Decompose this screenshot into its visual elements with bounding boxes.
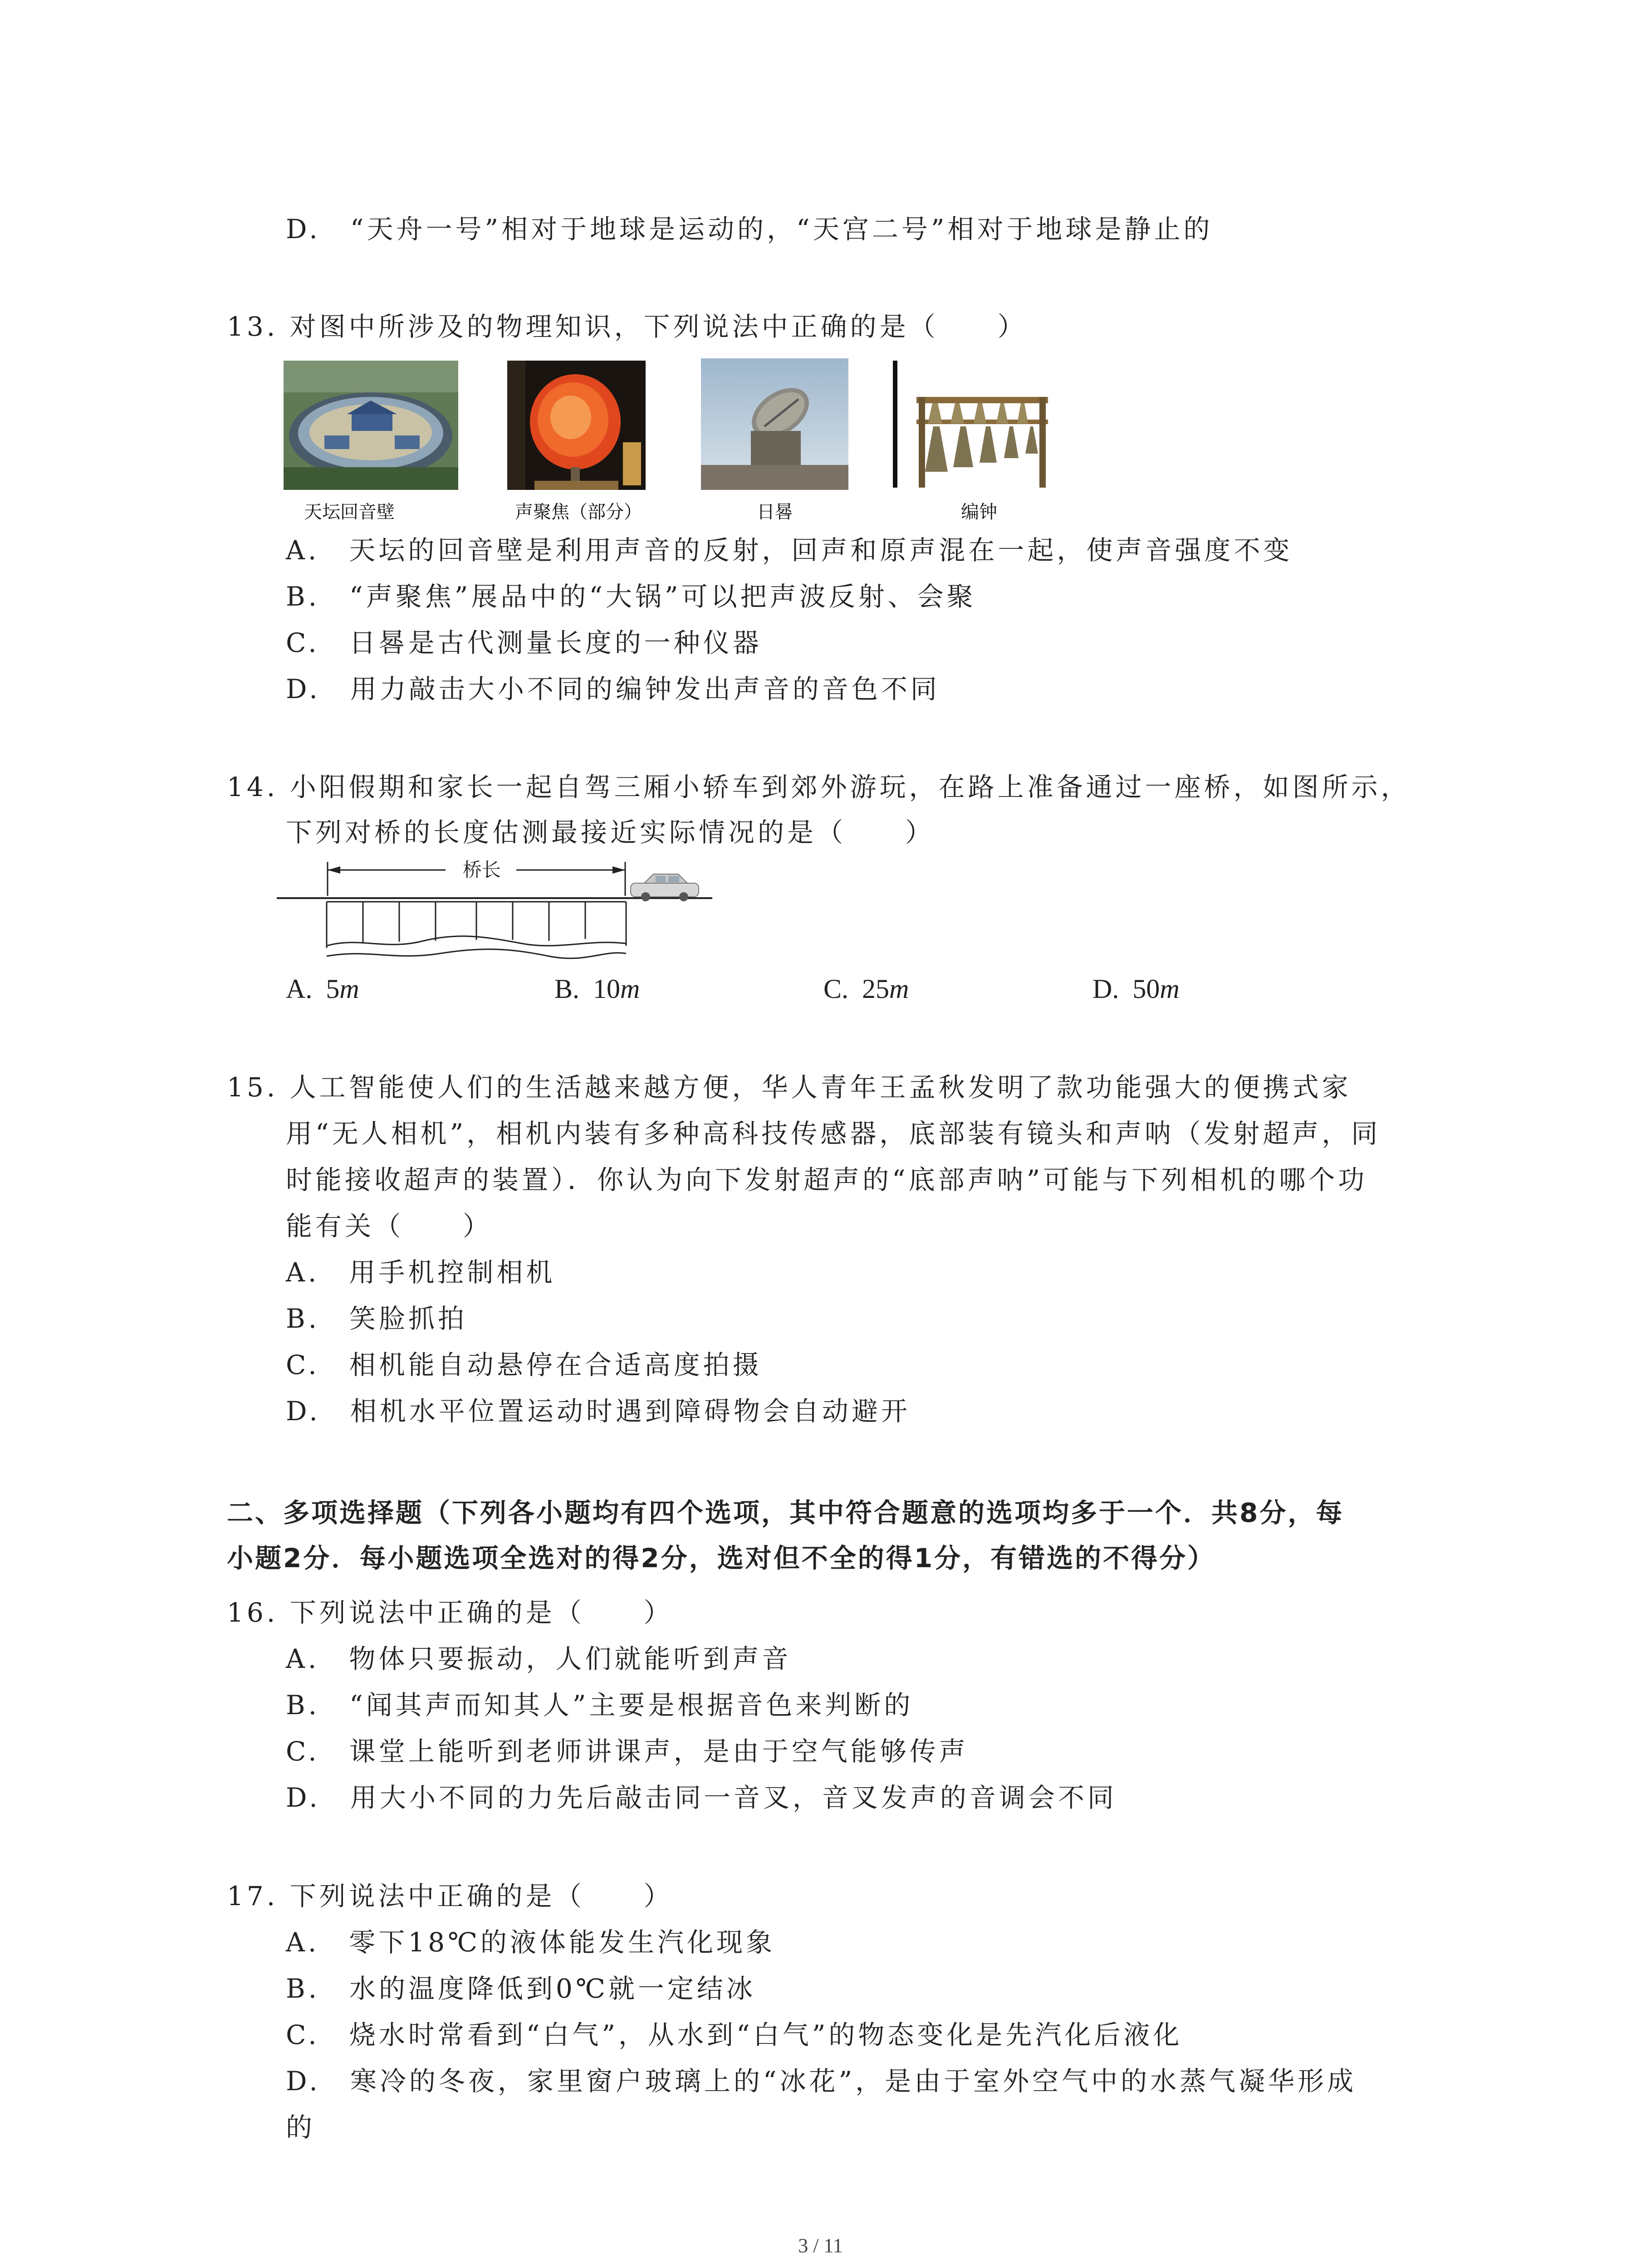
q13-option-c: C. 日晷是古代测量长度的一种仪器 <box>286 627 762 658</box>
section2-heading-line1: 二、多项选择题（下列各小题均有四个选项，其中符合题意的选项均多于一个．共8分，每 <box>227 1497 1344 1528</box>
section2-heading-line2: 小题2分．每小题选项全选对的得2分，选对但不全的得1分，有错选的不得分） <box>227 1543 1216 1574</box>
q13-option-b: B. “声聚焦”展品中的“大锅”可以把声波反射、会聚 <box>286 581 976 612</box>
q15-stem-line4: 能有关（ ） <box>286 1211 493 1242</box>
q16-option-d: D. 用大小不同的力先后敲击同一音叉，音叉发声的音调会不同 <box>286 1782 1117 1813</box>
q14-stem-line2: 下列对桥的长度估测最接近实际情况的是（ ） <box>286 817 935 848</box>
q13-option-a: A. 天坛的回音壁是利用声音的反射，回声和原声混在一起，使声音强度不变 <box>286 535 1293 566</box>
caption-sundial: 日晷 <box>757 502 793 523</box>
q16-option-c: C. 课堂上能听到老师讲课声，是由于空气能够传声 <box>286 1736 969 1767</box>
q15-option-c: C. 相机能自动悬停在合适高度拍摄 <box>286 1349 762 1380</box>
q15-option-b: B. 笑脸抓拍 <box>286 1303 468 1334</box>
echo-wall-photo <box>284 361 458 490</box>
q14-option-c: C. 25m <box>823 974 909 1004</box>
prev-option-d: D. “天舟一号”相对于地球是运动的，“天宫二号”相对于地球是静止的 <box>286 214 1213 244</box>
q14-option-d: D. 50m <box>1092 974 1180 1004</box>
q17-option-d: D. 寒冷的冬夜，家里窗户玻璃上的“冰花”，是由于室外空气中的水蒸气凝华形成 <box>286 2066 1357 2097</box>
q14-option-b: B. 10m <box>554 974 640 1004</box>
bridge-length-label: 桥长 <box>450 859 514 881</box>
page-number: 3 / 11 <box>798 2234 843 2257</box>
q15-option-a: A. 用手机控制相机 <box>286 1257 556 1288</box>
q14-stem-line1: 14. 小阳假期和家长一起自驾三厢小轿车到郊外游玩，在路上准备通过一座桥，如图所示， <box>227 772 1411 802</box>
q17-option-b: B. 水的温度降低到0℃就一定结冰 <box>286 1973 756 2004</box>
q15-option-d: D. 相机水平位置运动时遇到障碍物会自动避开 <box>286 1396 911 1427</box>
q14-option-a: A. 5m <box>286 974 359 1004</box>
q16-option-b: B. “闻其声而知其人”主要是根据音色来判断的 <box>286 1690 914 1721</box>
q15-stem-line3: 时能接收超声的装置）．你认为向下发射超声的“底部声呐”可能与下列相机的哪个功 <box>286 1164 1368 1195</box>
caption-sound-focus: 声聚焦（部分） <box>515 502 642 523</box>
q16-option-a: A. 物体只要振动，人们就能听到声音 <box>286 1643 792 1674</box>
caption-echo-wall: 天坛回音壁 <box>304 502 395 523</box>
caption-bianzhong: 编钟 <box>961 502 997 523</box>
q16-stem: 16. 下列说法中正确的是（ ） <box>227 1597 673 1628</box>
q17-option-c: C. 烧水时常看到“白气”，从水到“白气”的物态变化是先汽化后液化 <box>286 2019 1183 2050</box>
q13-option-d: D. 用力敲击大小不同的编钟发出声音的音色不同 <box>286 674 940 704</box>
q17-stem: 17. 下列说法中正确的是（ ） <box>227 1881 673 1911</box>
q17-option-a: A. 零下18℃的液体能发生汽化现象 <box>286 1927 776 1958</box>
sound-focus-photo <box>507 361 646 490</box>
q15-stem-line2: 用“无人相机”，相机内装有多种高科技传感器，底部装有镜头和声呐（发射超声，同 <box>286 1118 1381 1149</box>
sundial-photo <box>701 358 848 490</box>
bianzhong-photo <box>905 388 1057 490</box>
q17-option-d-continued: 的 <box>286 2112 316 2143</box>
photo-divider <box>893 361 897 488</box>
q15-stem-line1: 15. 人工智能使人们的生活越来越方便，华人青年王孟秋发明了款功能强大的便携式家 <box>227 1072 1352 1103</box>
q13-stem: 13. 对图中所涉及的物理知识，下列说法中正确的是（ ） <box>227 311 1027 342</box>
